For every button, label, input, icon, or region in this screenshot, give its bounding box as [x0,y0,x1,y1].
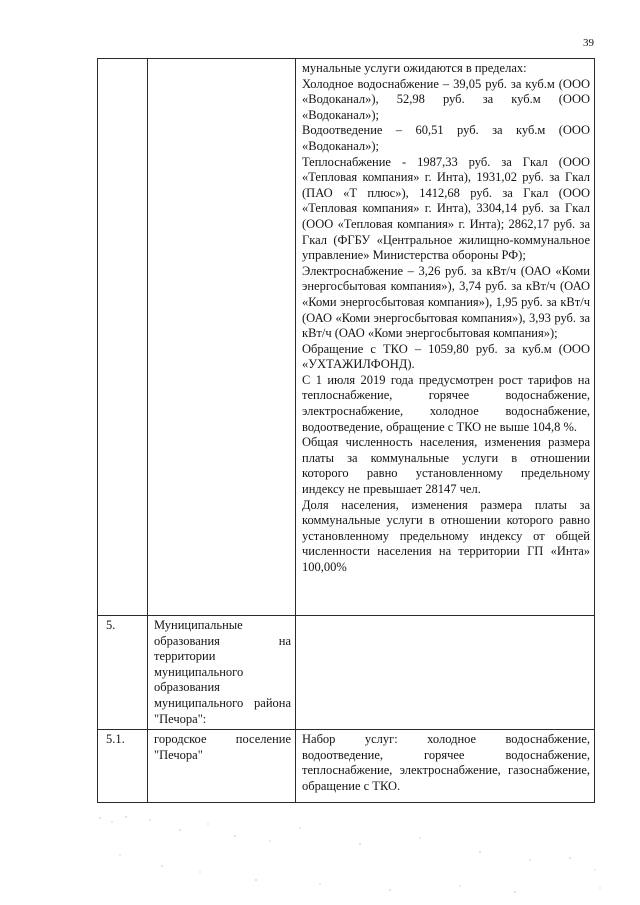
paragraph-population: Общая численность населения, изменения размера платы за коммунальные услуги в отношении которого равно установленному предельному индексу не превышает 28147 чел. [302,435,590,497]
table-row [98,616,595,730]
paragraph-cold-water: Холодное водоснабжение – 39,05 руб. за куб.м (ООО «Водоканал»), 52,98 руб. за куб.м (ООО «Водоканал»); [302,76,590,122]
paragraph-sewerage: Водоотведение – 60,51 руб. за куб.м (ООО «Водоканал»); [302,123,590,153]
row-name-cell: Муниципальные образования на территории муниципального образования муниципального района "Печора": [148,616,296,730]
row-description-cell: Набор услуг: холодное водоснабжение, водоотведение, горячее водоснабжение, теплоснабжение, электроснабжение, газоснабжение, обращение с ТКО. [296,730,595,803]
row-name-cell: городское поселение "Печора" [148,730,296,803]
page-number: 39 [583,37,594,49]
tariff-table [97,58,595,803]
table-row-continued [98,59,595,616]
paragraph-tariff-growth: С 1 июля 2019 года предусмотрен рост тарифов на теплоснабжение, горячее водоснабжение, электроснабжение, холодное водоснабжение, водоотведение, обращение с ТКО не выше 104,8 %. [302,372,590,434]
paragraph-electricity: Электроснабжение – 3,26 руб. за кВт/ч (ОАО «Коми энергосбытовая компания»), 3,74 руб. за кВт/ч (ОАО «Коми энергосбытовая компания»), 1,95 руб. за кВт/ч (ОАО «Коми энергосбытовая компания»), 3,93 руб. за кВт/ч (ОАО «Коми энергосбытовая компания»); [302,263,590,341]
row-number-cell: 5. [98,616,148,730]
paragraph-population-share: Доля населения, изменения размера платы за коммунальные услуги в отношении которого равно установленному предельному индексу от общей численности населения на территории ГП «Инта» 100,00% [302,497,590,574]
row-description-cell [296,59,595,616]
row-number-cell: 5.1. [98,730,148,803]
paragraph-heat-supply: Теплоснабжение - 1987,33 руб. за Гкал (ООО «Тепловая компания» г. Инта), 1931,02 руб. за Гкал (ПАО «Т плюс»), 1412,68 руб. за Гкал (ООО «Тепловая компания» г. Инта), 3304,14 руб. за Гкал (ООО «Тепловая компания» г. Инта); 2862,17 руб. за Гкал (ФГБУ «Центральное жилищно-коммунальное управление» Министерства обороны РФ); [302,154,590,263]
paragraph-waste: Обращение с ТКО – 1059,80 руб. за куб.м (ООО «УХТАЖИЛФОНД). [302,341,590,372]
scan-noise [60,800,620,900]
row-description-cell [296,616,595,730]
row-number-cell [98,59,148,616]
table-row [98,730,595,803]
row-name-cell [148,59,296,616]
paragraph-intro: мунальные услуги ожидаются в пределах: [302,61,527,75]
